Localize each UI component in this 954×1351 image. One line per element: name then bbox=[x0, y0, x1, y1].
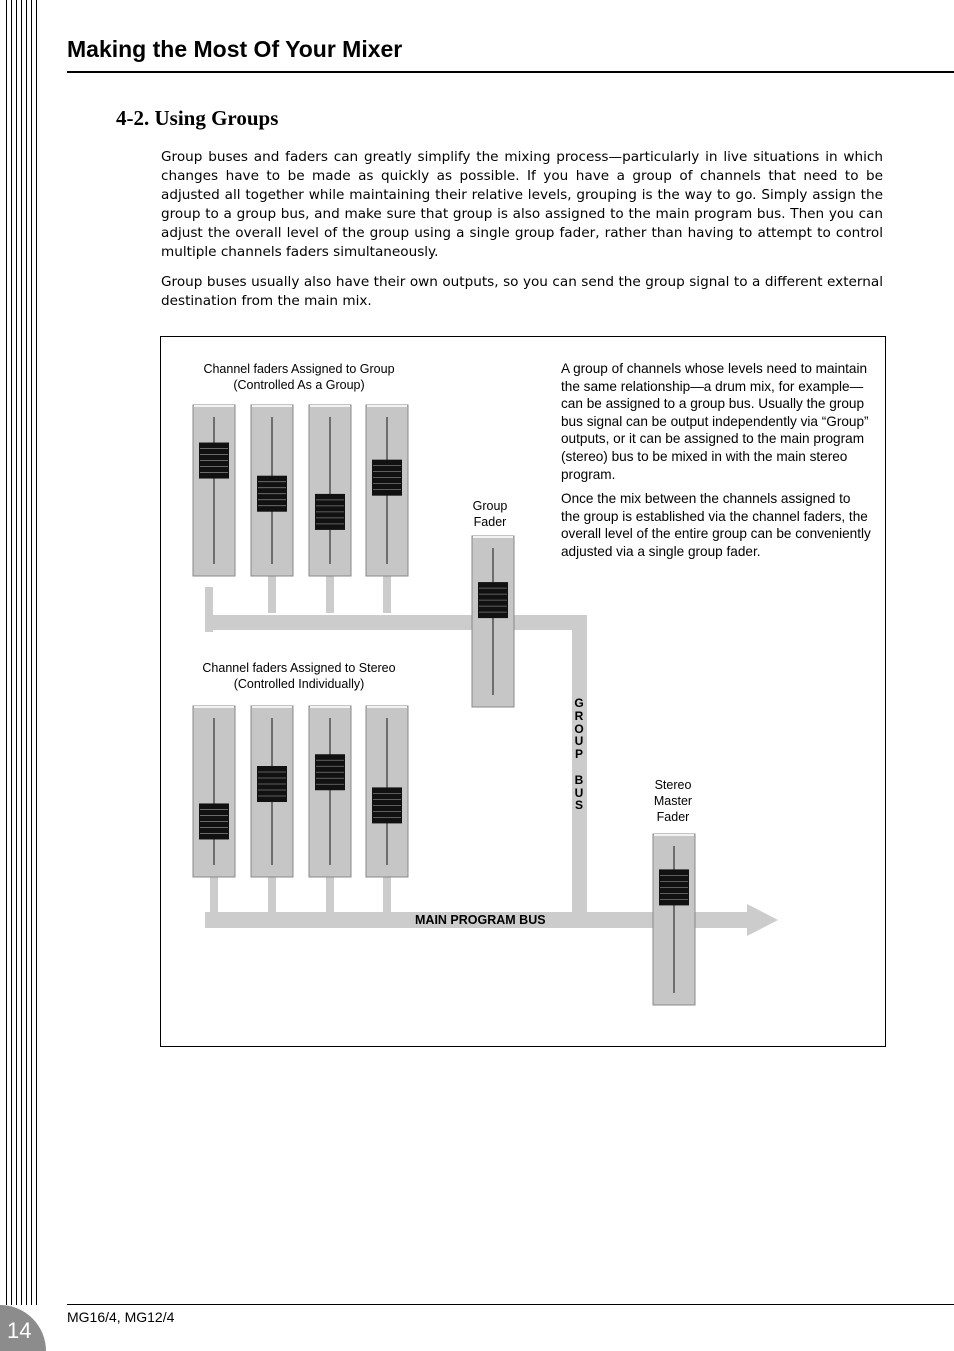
group-channel-drop bbox=[383, 575, 391, 613]
stereo-channel-fader bbox=[251, 706, 293, 877]
section-title: 4-2. Using Groups bbox=[116, 106, 279, 130]
group-channel-fader bbox=[251, 405, 293, 576]
group-channel-fader bbox=[309, 405, 351, 576]
stereo-channel-drop bbox=[210, 875, 218, 915]
stereo-channel-drop bbox=[268, 875, 276, 915]
stereo-channel-fader bbox=[193, 706, 235, 877]
group-fader-label: Group Fader bbox=[472, 499, 508, 529]
footer-rule bbox=[67, 1304, 954, 1305]
main-bus-arrow bbox=[747, 904, 778, 936]
group-bus-label: G R O U P B U S bbox=[574, 696, 584, 813]
stereo-channel-fader bbox=[309, 706, 351, 877]
group-channel-drop bbox=[268, 575, 276, 613]
body-paragraph-2: Group buses usually also have their own outputs, so you can send the group signal to a different external destination from the main mix. bbox=[161, 274, 883, 309]
group-channels-caption: Channel faders Assigned to Group (Controlled As a Group) bbox=[203, 362, 395, 392]
stereo-channel-drop bbox=[326, 875, 334, 915]
binding-lines bbox=[0, 0, 40, 1305]
group-channel-drop bbox=[326, 575, 334, 613]
page-number: 14 bbox=[7, 1318, 32, 1343]
group-bus-diagram bbox=[160, 336, 886, 1047]
header-rule bbox=[67, 71, 954, 73]
group-channel-fader bbox=[366, 405, 408, 576]
diagram-description-1: A group of channels whose levels need to maintain the same relationship—a drum mix, for example—can be assigned to a group bus. Usually the group bus signal can be output independently via “Group” outputs, or it can be assigned to the main program (stereo) bus to be mixed in with the main stereo program. bbox=[561, 361, 869, 482]
main-program-bus-label: MAIN PROGRAM BUS bbox=[415, 913, 546, 927]
stereo-master-fader-label: Stereo Master Fader bbox=[653, 778, 693, 824]
stereo-channels-caption: Channel faders Assigned to Stereo (Controlled Individually) bbox=[202, 661, 396, 691]
group-bus-horizontal bbox=[205, 615, 587, 630]
stereo-master-fader bbox=[653, 834, 695, 1005]
stereo-channel-drop bbox=[383, 875, 391, 915]
group-fader bbox=[472, 536, 514, 707]
footer-model: MG16/4, MG12/4 bbox=[67, 1309, 175, 1325]
stereo-channel-fader bbox=[366, 706, 408, 877]
diagram-description-2: Once the mix between the channels assigned to the group is established via the channel faders, the overall level of the entire group can be conveniently adjusted via a single group fader. bbox=[561, 491, 871, 559]
page-header-title: Making the Most Of Your Mixer bbox=[67, 36, 403, 62]
group-channel-fader bbox=[193, 405, 235, 576]
body-paragraph-1: Group buses and faders can greatly simplify the mixing process—particularly in live situations in which changes have to be made as quickly as possible. If you have a group of channels that need to be adjusted all together while maintaining their relative levels, grouping is the way to go. Simply assign the group to a group bus, and make sure that group is also assigned to the main program bus. Then you can adjust the overall level of the group using a single group fader, rather than having to attempt to control multiple channels faders simultaneously. bbox=[161, 149, 883, 260]
